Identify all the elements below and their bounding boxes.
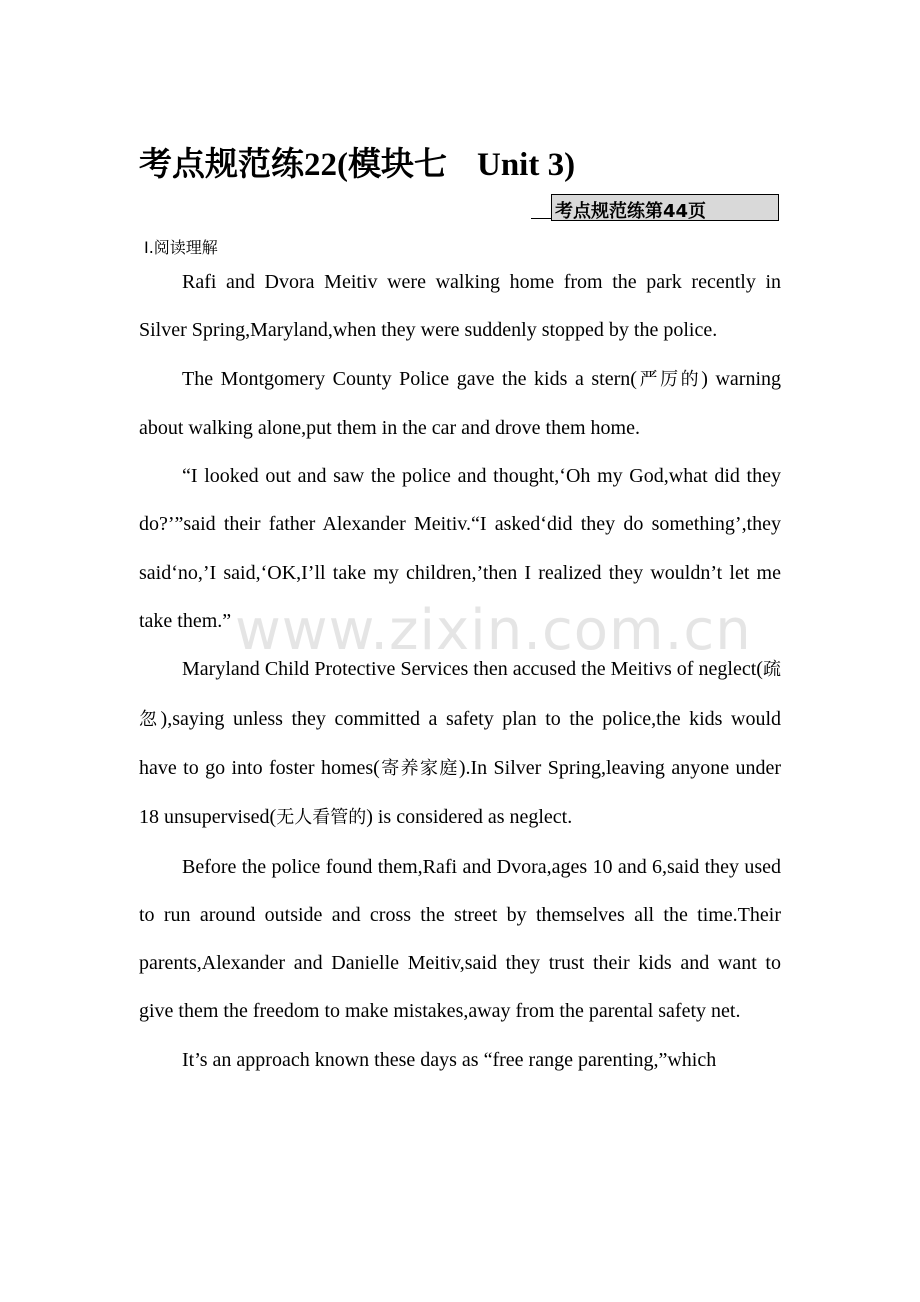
paragraph-text: ) is considered as neglect. [366,806,573,829]
title-unit: Unit 3) [477,147,576,183]
page-ref-box [551,194,779,221]
paragraph-text: It’s an approach known these days as “free range parenting,”which [182,1048,717,1071]
paragraph-text: ).In Silver Spring,leaving anyone under 18 unsupervised( [139,756,782,829]
paragraph-text: The Montgomery County Police gave the kids a stern( [182,367,637,390]
reading-passage [139,258,781,1084]
chinese-gloss: 疏忽 [139,659,781,730]
chinese-gloss: 严厉的 [636,368,702,390]
paragraph-text: ) warning about walking alone,put them in the car and drove them home. [139,367,782,439]
chinese-gloss: 寄养家庭 [379,757,459,779]
passage-paragraph [139,452,781,645]
title-main: 考点规范练22(模块七 [139,147,447,183]
paragraph-text: Rafi and Dvora Meitiv were walking home from the park recently in Silver Spring,Maryland,when they were suddenly stopped by the police. [139,271,781,342]
page-ref-label: 考点规范练第44页 [555,201,707,222]
passage-paragraph [139,1036,781,1084]
passage-paragraph [139,355,781,453]
passage-paragraph [139,645,781,842]
paragraph-text: Maryland Child Protective Services then accused the Meitivs of neglect( [182,658,763,681]
passage-paragraph [139,843,781,1036]
paragraph-text: Before the police found them,Rafi and Dvora,ages 10 and 6,said they used to run around outside and cross the street by themselves all the time.Their parents,Alexander and Danielle Meitiv,said they trust their kids and want to give them the freedom to make mistakes,away from the parental safety net. [139,855,781,1023]
paragraph-text: “I looked out and saw the police and thought,‘Oh my God,what did they do?’”said their father Alexander Meitiv.“I asked‘did they do something’,they said‘no,’I said,‘OK,I’ll take my children,’then I realized they wouldn’t let me take them.” [139,465,781,633]
chinese-gloss: 无人看管的 [276,807,367,829]
watermark: www.zixin.com.cn [235,598,752,663]
paragraph-text: ),saying unless they committed a safety plan to the police,the kids would have to go into foster homes( [139,707,782,779]
page-title [139,138,575,185]
section-heading: Ⅰ.阅读理解 [144,238,218,257]
page-ref-underline [531,218,553,219]
passage-paragraph [139,258,781,355]
